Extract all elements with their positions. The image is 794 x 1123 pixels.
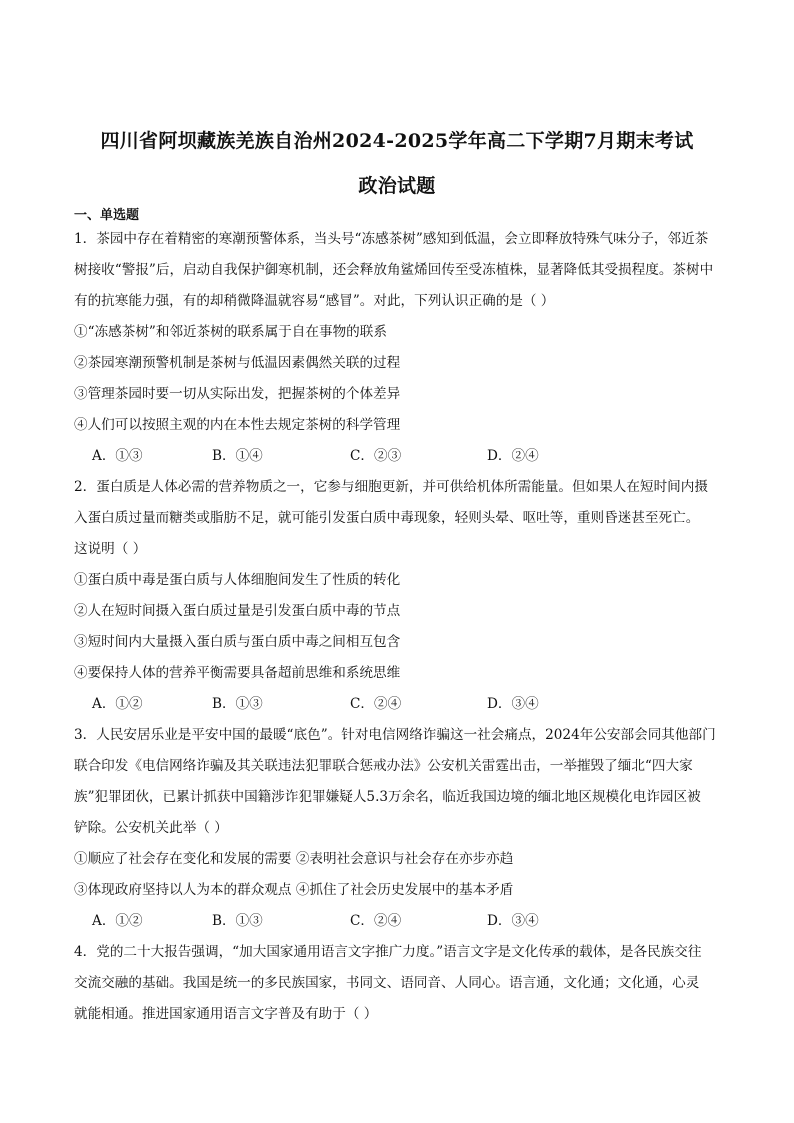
q1-option-c[interactable]: C．②③	[350, 448, 402, 464]
q3-stem-line-3: 族”犯罪团伙，已累计抓获中国籍涉诈犯罪嫌疑人5.3万余名，临近我国边境的缅北地区规模化电诈园区被	[74, 789, 701, 805]
q1-statement-1: ①“冻感茶树”和邻近茶树的联系属于自在事物的联系	[74, 324, 387, 340]
q2-statement-2: ②人在短时间摄入蛋白质过量是引发蛋白质中毒的节点	[74, 603, 401, 619]
q1-statement-3: ③管理茶园时要一切从实际出发，把握茶树的个体差异	[74, 386, 401, 402]
document-subtitle: 政治试题	[358, 175, 436, 197]
q2-option-b[interactable]: B．①③	[212, 696, 263, 712]
q3-option-c[interactable]: C．②④	[350, 913, 402, 929]
q2-statement-4: ④要保持人体的营养平衡需要具备超前思维和系统思维	[74, 665, 401, 681]
q2-option-c[interactable]: C．②④	[350, 696, 402, 712]
q3-statements-1-2: ①顺应了社会存在变化和发展的需要 ②表明社会意识与社会存在亦步亦趋	[74, 851, 514, 867]
q3-statements-3-4: ③体现政府坚持以人为本的群众观点 ④抓住了社会历史发展中的基本矛盾	[74, 882, 514, 898]
q2-statement-3: ③短时间内大量摄入蛋白质与蛋白质中毒之间相互包含	[74, 634, 401, 650]
q1-option-b[interactable]: B．①④	[212, 448, 263, 464]
q3-option-d[interactable]: D．③④	[487, 913, 539, 929]
q3-option-a[interactable]: A．①②	[92, 913, 143, 929]
q2-stem-line-2: 入蛋白质过量而糖类或脂肪不足，就可能引发蛋白质中毒现象，轻则头晕、呕吐等，重则昏迷甚至死亡。	[74, 510, 700, 526]
q4-stem-line-1: 4．党的二十大报告强调，“加大国家通用语言文字推广力度。”语言文字是文化传承的载体，是各民族交往	[74, 944, 702, 960]
q1-option-d[interactable]: D．②④	[487, 448, 539, 464]
section-heading: 一、单选题	[74, 208, 140, 223]
q2-option-d[interactable]: D．③④	[487, 696, 539, 712]
q2-stem-line-1: 2．蛋白质是人体必需的营养物质之一，它参与细胞更新，并可供给机体所需能量。但如果人在短时间内摄	[74, 479, 708, 495]
q3-stem-line-1: 3．人民安居乐业是平安中国的最暖“底色”。针对电信网络诈骗这一社会痛点，2024年公安部会同其他部门	[74, 727, 716, 743]
q1-stem-line-2: 树接收“警报”后，启动自我保护御寒机制，还会释放角鲨烯回传至受冻植株，显著降低其受损程度。茶树中	[74, 262, 714, 278]
q3-stem-line-2: 联合印发《电信网络诈骗及其关联违法犯罪联合惩戒办法》公安机关雷霆出击，一举摧毁了缅北“四大家	[74, 758, 693, 774]
q1-stem-line-1: 1．茶园中存在着精密的寒潮预警体系，当头号“冻感茶树”感知到低温，会立即释放特殊气味分子，邻近茶	[74, 231, 709, 247]
document-title: 四川省阿坝藏族羌族自治州2024-2025学年高二下学期7月期末考试	[100, 130, 694, 152]
q3-option-b[interactable]: B．①③	[212, 913, 263, 929]
q1-statement-4: ④人们可以按照主观的内在本性去规定茶树的科学管理	[74, 417, 401, 433]
q4-stem-line-2: 交流交融的基础。我国是统一的多民族国家，书同文、语同音、人同心。语言通，文化通；文化通，心灵	[74, 975, 700, 991]
q1-stem-line-3: 有的抗寒能力强，有的却稍微降温就容易“感冒”。对此，下列认识正确的是（ ）	[74, 293, 555, 309]
q1-option-a[interactable]: A．①③	[92, 448, 143, 464]
q2-stem-line-3: 这说明（ ）	[74, 541, 147, 557]
q4-stem-line-3: 就能相通。推进国家通用语言文字普及有助于（ ）	[74, 1006, 378, 1022]
q1-statement-2: ②茶园寒潮预警机制是茶树与低温因素偶然关联的过程	[74, 355, 401, 371]
q2-option-a[interactable]: A．①②	[92, 696, 143, 712]
q2-statement-1: ①蛋白质中毒是蛋白质与人体细胞间发生了性质的转化	[74, 572, 401, 588]
q3-stem-line-4: 铲除。公安机关此举（ ）	[74, 820, 228, 836]
